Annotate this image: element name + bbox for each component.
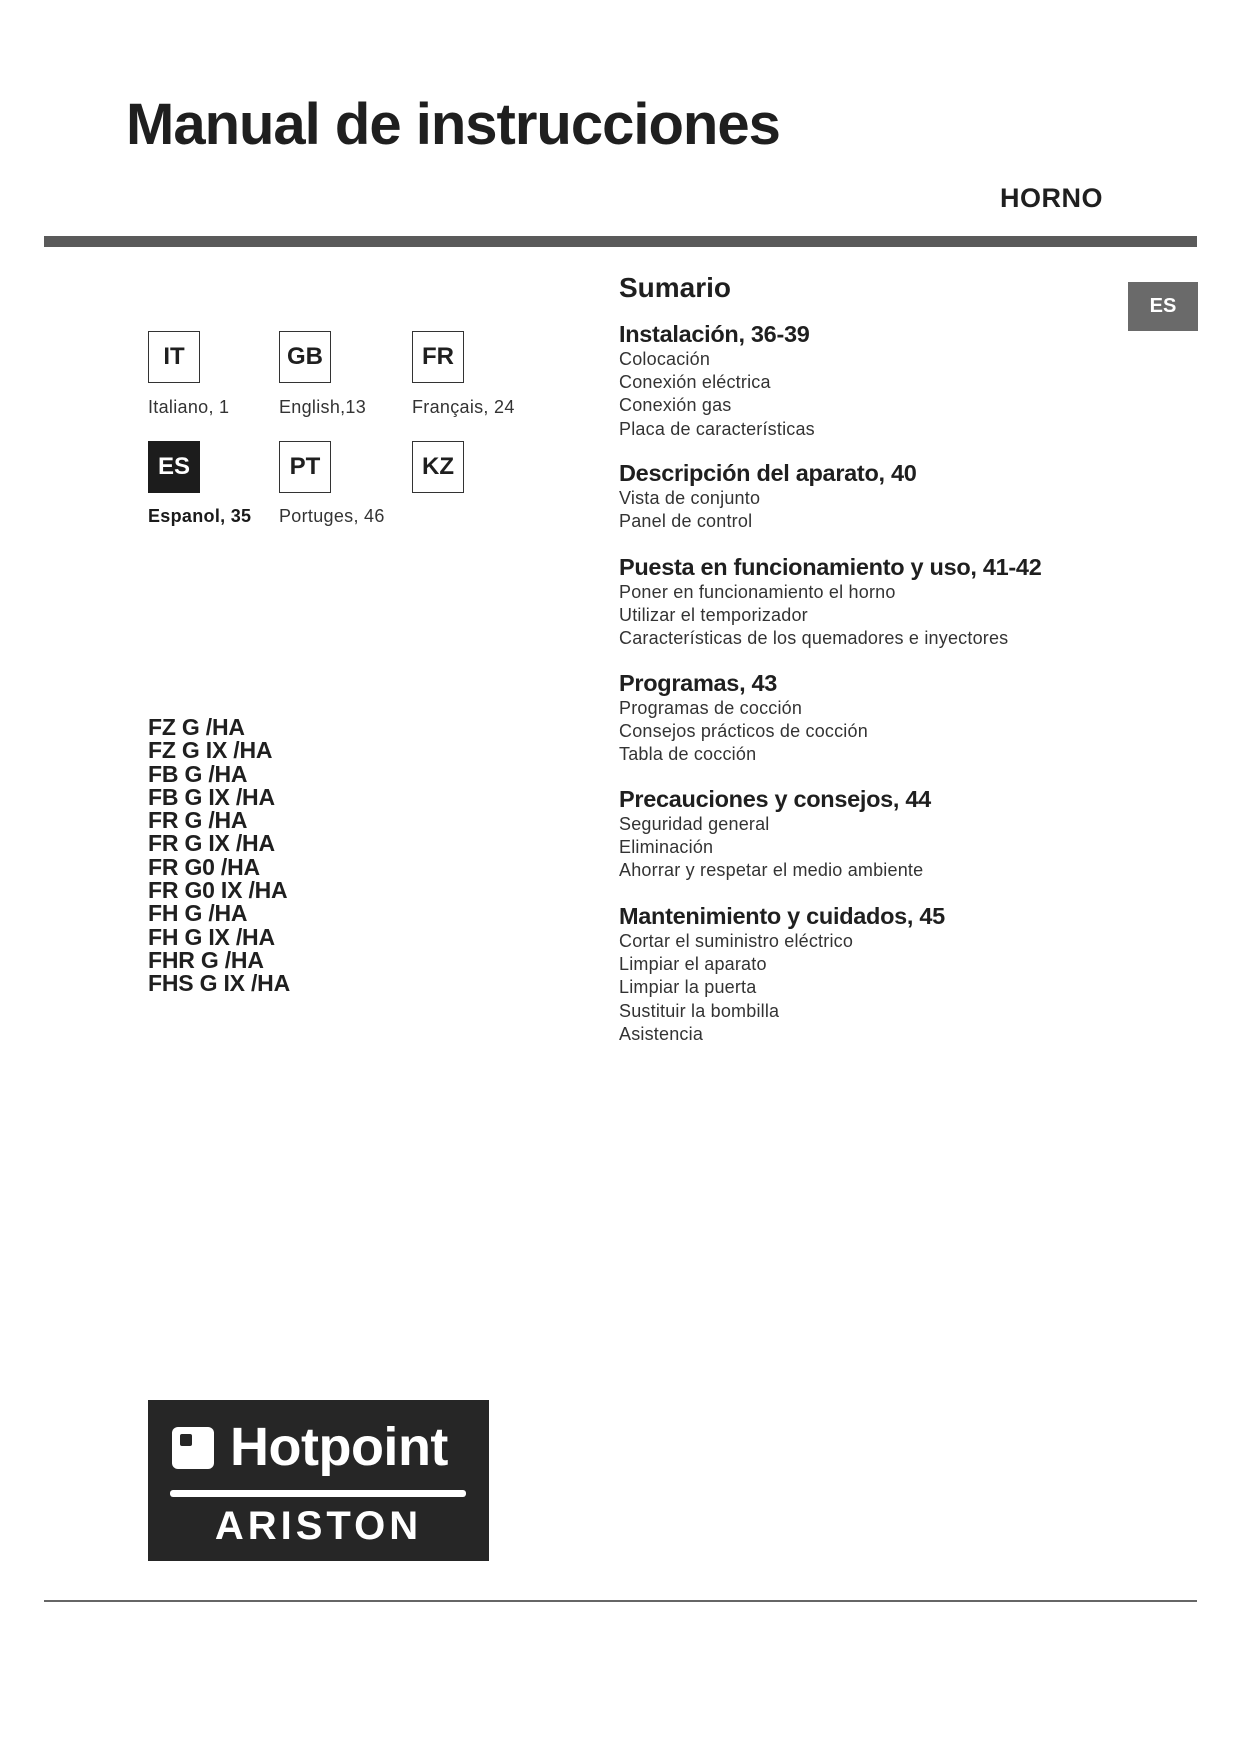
- model-item: FH G /HA: [148, 900, 248, 927]
- lang-box-fr[interactable]: FR: [412, 331, 464, 383]
- toc-item[interactable]: Limpiar la puerta: [619, 977, 757, 998]
- toc-section-title[interactable]: Mantenimiento y cuidados, 45: [619, 903, 945, 929]
- toc-section-title[interactable]: Programas, 43: [619, 670, 778, 696]
- toc-item[interactable]: Limpiar el aparato: [619, 954, 767, 975]
- model-item: FR G /HA: [148, 807, 248, 834]
- toc-section-description: [619, 459, 917, 533]
- toc-item[interactable]: Ahorrar y respetar el medio ambiente: [619, 860, 924, 881]
- toc-section-precautions: [619, 785, 931, 883]
- toc-item[interactable]: Panel de control: [619, 511, 753, 532]
- brand-logo: [148, 1400, 489, 1561]
- model-item: FHR G /HA: [148, 946, 264, 973]
- model-item: FZ G /HA: [148, 714, 245, 740]
- toc-section-startup: [619, 553, 1041, 651]
- model-item: FZ G IX /HA: [148, 737, 273, 764]
- logo-wordmark-ariston: ARISTON: [214, 1504, 423, 1548]
- toc-item[interactable]: Colocación: [619, 349, 711, 369]
- toc-section-programs: [619, 669, 868, 767]
- toc-section-title[interactable]: Descripción del aparato, 40: [619, 460, 917, 486]
- toc-section-title[interactable]: Puesta en funcionamiento y uso, 41-42: [619, 554, 1042, 580]
- lang-box-gb[interactable]: GB: [279, 331, 331, 383]
- logo-divider: [170, 1490, 466, 1497]
- header-divider: [44, 236, 1197, 247]
- toc-item[interactable]: Programas de cocción: [619, 698, 803, 718]
- toc-section-maintenance: [619, 902, 945, 1046]
- toc-section-title[interactable]: Precauciones y consejos, 44: [619, 786, 931, 812]
- logo-wordmark-hotpoint: Hotpoint: [230, 1417, 448, 1477]
- toc-item[interactable]: Poner en funcionamiento el horno: [619, 582, 896, 602]
- toc-item[interactable]: Conexión eléctrica: [619, 372, 771, 393]
- document-title: Manual de instrucciones: [126, 92, 780, 157]
- toc-item[interactable]: Cortar el suministro eléctrico: [619, 931, 854, 951]
- toc-section-title[interactable]: Instalación, 36-39: [619, 321, 810, 347]
- toc-item[interactable]: Utilizar el temporizador: [619, 605, 808, 626]
- toc-item[interactable]: Sustituir la bombilla: [619, 1000, 780, 1021]
- toc-item[interactable]: Características de los quemadores e inyectores: [619, 628, 1009, 649]
- model-item: FR G0 IX /HA: [148, 877, 288, 904]
- language-tab: ES: [1128, 282, 1198, 331]
- toc-section-installation: [619, 320, 815, 441]
- footer-divider: [44, 1600, 1197, 1602]
- lang-label-pt[interactable]: Portuges, 46: [279, 506, 385, 526]
- model-item: FHS G IX /HA: [148, 970, 291, 997]
- toc-item[interactable]: Vista de conjunto: [619, 488, 761, 508]
- toc-item[interactable]: Eliminación: [619, 837, 714, 858]
- product-type: HORNO: [1000, 183, 1103, 213]
- model-item: FB G /HA: [148, 760, 248, 787]
- model-item: FB G IX /HA: [148, 783, 275, 810]
- model-item: FR G IX /HA: [148, 830, 275, 857]
- toc-item[interactable]: Conexión gas: [619, 395, 732, 416]
- lang-box-es[interactable]: ES: [148, 441, 200, 493]
- lang-box-it[interactable]: IT: [148, 331, 200, 383]
- lang-box-kz[interactable]: KZ: [412, 441, 464, 493]
- model-item: FR G0 /HA: [148, 853, 260, 880]
- lang-box-pt[interactable]: PT: [279, 441, 331, 493]
- lang-label-es[interactable]: Espanol, 35: [148, 506, 252, 526]
- toc-item[interactable]: Seguridad general: [619, 814, 770, 834]
- toc-heading: Sumario: [619, 272, 732, 303]
- toc-item[interactable]: Consejos prácticos de cocción: [619, 721, 868, 742]
- lang-label-gb[interactable]: English,13: [279, 397, 367, 417]
- toc-item[interactable]: Asistencia: [619, 1023, 704, 1044]
- toc-item[interactable]: Tabla de cocción: [619, 744, 757, 765]
- lang-label-it[interactable]: Italiano, 1: [148, 397, 230, 417]
- logo-mark-icon: [172, 1427, 214, 1469]
- model-item: FH G IX /HA: [148, 923, 275, 950]
- model-list: [148, 716, 290, 996]
- lang-label-fr[interactable]: Français, 24: [412, 397, 515, 417]
- toc-item[interactable]: Placa de características: [619, 418, 815, 439]
